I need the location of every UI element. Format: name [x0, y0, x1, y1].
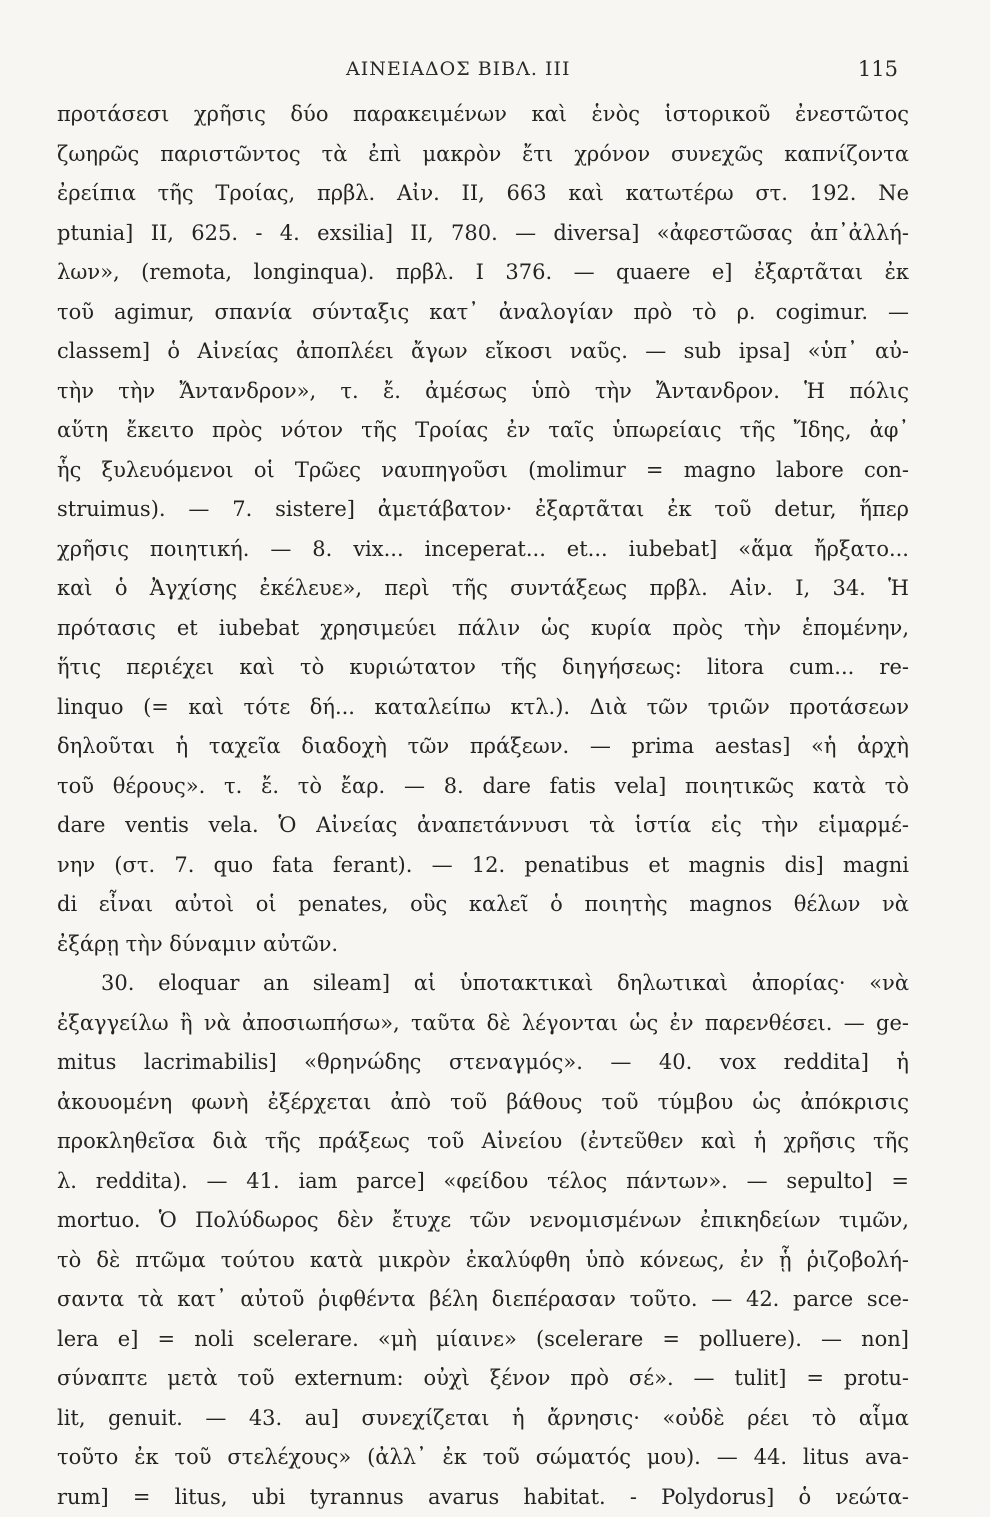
text-line: ἧς ξυλευόμενοι οἱ Τρῶες ναυπηγοῦσι (molimur = magno labore con-: [57, 451, 909, 491]
text-line: χρῆσις ποιητική. — 8. vix... inceperat... et... iubebat] «ἅμα ἤρξατο...: [57, 530, 909, 570]
text-line: τὴν τὴν Ἄντανδρον», τ. ἔ. ἀμέσως ὑπὸ τὴν Ἄντανδρον. Ἡ πόλις: [57, 372, 909, 412]
text-line: rum] = litus, ubi tyrannus avarus habitat. - Polydorus] ὁ νεώτα-: [57, 1478, 909, 1517]
running-title: ΑΙΝΕΙΑΔΟΣ ΒΙΒΛ. III: [346, 58, 570, 80]
text-line: ἥτις περιέχει καὶ τὸ κυριώτατον τῆς διηγήσεως: litora cum... re-: [57, 648, 909, 688]
text-line: ζωηρῶς παριστῶντος τὰ ἐπὶ μακρὸν ἔτι χρόνον συνεχῶς καπνίζοντα: [57, 135, 909, 175]
paragraph-2: [57, 964, 909, 1517]
text-line: σαντα τὰ κατ᾽ αὐτοῦ ῥιφθέντα βέλη διεπέρασαν τοῦτο. — 42. parce sce-: [57, 1280, 909, 1320]
text-line: ἐρείπια τῆς Τροίας, πρβλ. Αἰν. II, 663 καὶ κατωτέρω στ. 192. Ne: [57, 174, 909, 214]
text-line: λ. reddita). — 41. iam parce] «φείδου τέλος πάντων». — sepulto] =: [57, 1162, 909, 1202]
text-line: προκληθεῖσα διὰ τῆς πράξεως τοῦ Αἰνείου (ἐντεῦθεν καὶ ἡ χρῆσις τῆς: [57, 1122, 909, 1162]
text-line: linquo (= καὶ τότε δή... καταλείπω κτλ.). Διὰ τῶν τριῶν προτάσεων: [57, 688, 909, 728]
text-line: πρότασις et iubebat χρησιμεύει πάλιν ὡς κυρία πρὸς τὴν ἑπομένην,: [57, 609, 909, 649]
text-line: τοῦτο ἐκ τοῦ στελέχους» (ἀλλ᾽ ἐκ τοῦ σώματός μου). — 44. litus ava-: [57, 1438, 909, 1478]
paragraph-1: [57, 95, 909, 964]
text-line: λων», (remota, longinqua). πρβλ. I 376. — quaere e] ἐξαρτᾶται ἐκ: [57, 253, 909, 293]
text-line: νην (στ. 7. quo fata ferant). — 12. penatibus et magnis dis] magni: [57, 846, 909, 886]
text-line: mortuo. Ὁ Πολύδωρος δὲν ἔτυχε τῶν νενομισμένων ἐπικηδείων τιμῶν,: [57, 1201, 909, 1241]
text-line: lit, genuit. — 43. au] συνεχίζεται ἡ ἄρνησις· «οὐδὲ ρέει τὸ αἷμα: [57, 1399, 909, 1439]
text-line: ἀκουομένη φωνὴ ἐξέρχεται ἀπὸ τοῦ βάθους τοῦ τύμβου ὡς ἀπόκρισις: [57, 1083, 909, 1123]
text-line: τοῦ agimur, σπανία σύνταξις κατ᾽ ἀναλογίαν πρὸ τὸ ρ. cogimur. —: [57, 293, 909, 333]
text-line: ἐξαγγείλω ἢ νὰ ἀποσιωπήσω», ταῦτα δὲ λέγονται ὡς ἐν παρενθέσει. — ge-: [57, 1004, 909, 1044]
text-line: προτάσεσι χρῆσις δύο παρακειμένων καὶ ἑνὸς ἱστορικοῦ ἐνεστῶτος: [57, 95, 909, 135]
commentary-text: [57, 95, 909, 1517]
text-line: ptunia] II, 625. - 4. exsilia] II, 780. — diversa] «ἀφεστῶσας ἀπ᾽ἀλλή-: [57, 214, 909, 254]
text-line: αὕτη ἔκειτο πρὸς νότον τῆς Τροίας ἐν ταῖς ὑπωρείαις τῆς Ἴδης, ἀφ᾽: [57, 411, 909, 451]
running-head: [0, 58, 990, 88]
text-line: τὸ δὲ πτῶμα τούτου κατὰ μικρὸν ἐκαλύφθη ὑπὸ κόνεως, ἐν ᾗ ῥιζοβολή-: [57, 1241, 909, 1281]
text-line: classem] ὁ Αἰνείας ἀποπλέει ἄγων εἴκοσι ναῦς. — sub ipsa] «ὑπ᾽ αὐ-: [57, 332, 909, 372]
page-number: 115: [858, 57, 898, 81]
text-line: dare ventis vela. Ὁ Αἰνείας ἀναπετάννυσι τὰ ἱστία εἰς τὴν εἱμαρμέ-: [57, 806, 909, 846]
text-line: 30. eloquar an sileam] αἱ ὑποτακτικαὶ δηλωτικαὶ ἀπορίας· «νὰ: [57, 964, 909, 1004]
text-line: σύναπτε μετὰ τοῦ externum: οὐχὶ ξένον πρὸ σέ». — tulit] = protu-: [57, 1359, 909, 1399]
text-line: τοῦ θέρους». τ. ἔ. τὸ ἔαρ. — 8. dare fatis vela] ποιητικῶς κατὰ τὸ: [57, 767, 909, 807]
text-line: δηλοῦται ἡ ταχεῖα διαδοχὴ τῶν πράξεων. — prima aestas] «ἡ ἀρχὴ: [57, 727, 909, 767]
text-line: ἐξάρῃ τὴν δύναμιν αὐτῶν.: [57, 925, 909, 965]
text-line: di εἶναι αὐτοὶ οἱ penates, οὓς καλεῖ ὁ ποιητὴς magnos θέλων νὰ: [57, 885, 909, 925]
text-line: καὶ ὁ Ἀγχίσης ἐκέλευε», περὶ τῆς συντάξεως πρβλ. Αἰν. I, 34. Ἡ: [57, 569, 909, 609]
text-line: mitus lacrimabilis] «θρηνώδης στεναγμός». — 40. vox reddita] ἡ: [57, 1043, 909, 1083]
text-line: struimus). — 7. sistere] ἀμετάβατον· ἐξαρτᾶται ἐκ τοῦ detur, ἥπερ: [57, 490, 909, 530]
text-line: lera e] = noli scelerare. «μὴ μίαινε» (scelerare = polluere). — non]: [57, 1320, 909, 1360]
